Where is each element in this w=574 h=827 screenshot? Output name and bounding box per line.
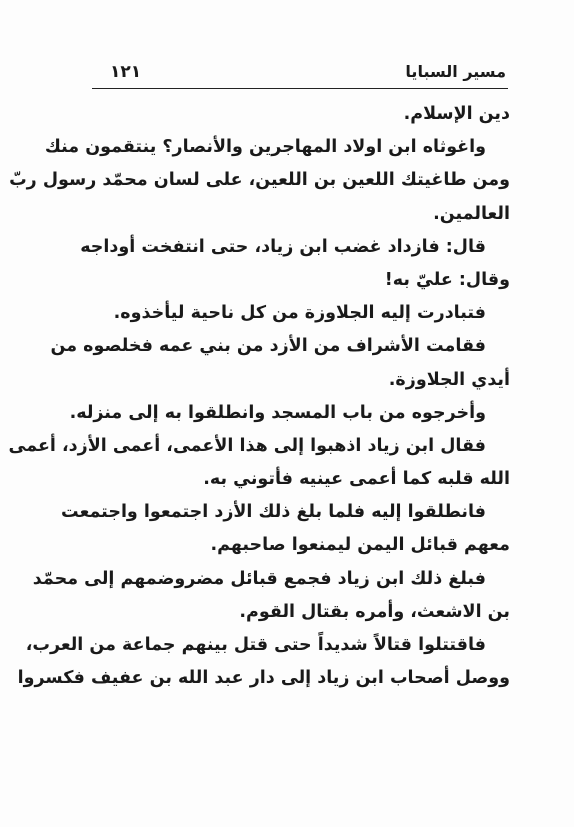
text-line: فاقتتلوا قتالاً شديداً حتى قتل بينهم جماعة من العرب، (25, 635, 486, 655)
text-line: فانطلقوا إليه فلما بلغ ذلك الأزد اجتمعوا واجتمعت (61, 502, 486, 523)
text-line: واغوثاه ابن اولاد المهاجرين والأنصار؟ ينتقمون منك (44, 137, 486, 158)
text-line: معهم قبائل اليمن ليمنعوا صاحبهم. (210, 535, 510, 556)
text-line: قال: فازداد غضب ابن زياد، حتى انتفخت أوداجه (80, 236, 486, 257)
text-line: فبلغ ذلك ابن زياد فجمع قبائل مضروضمهم إلى محمّد (32, 568, 486, 589)
page-header (92, 58, 508, 88)
page-body (8, 98, 510, 695)
text-line: فقال ابن زياد اذهبوا إلى هذا الأعمى، أعمى الأزد، أعمى (8, 435, 486, 456)
text-line: وأخرجوه من باب المسجد وانطلقوا به إلى منزله. (69, 402, 486, 423)
text-line: بن الاشعث، وأمره بقتال القوم. (239, 601, 510, 622)
text-line: وقال: عليّ به! (384, 269, 510, 290)
running-title: مسير السبايا (405, 62, 506, 81)
text-line: فقامت الأشراف من الأزد من بني عمه فخلصوه من (50, 336, 486, 357)
text-line: فتبادرت إليه الجلاوزة من كل ناحية ليأخذوه. (113, 303, 486, 324)
text-line: ومن طاغيتك اللعين بن اللعين، على لسان محمّد رسول ربّ (9, 170, 510, 191)
text-line: العالمين. (433, 203, 510, 224)
text-line: دين الإسلام. (403, 104, 510, 124)
text-line: الله قلبه كما أعمى عينيه فأتوني به. (203, 469, 510, 490)
page-number: ١٢١ (110, 62, 142, 82)
text-line: أيدي الجلاوزة. (388, 369, 510, 390)
header-rule (92, 88, 508, 89)
text-line: ووصل أصحاب ابن زياد إلى دار عبد الله بن عفيف فكسروا (17, 668, 510, 689)
